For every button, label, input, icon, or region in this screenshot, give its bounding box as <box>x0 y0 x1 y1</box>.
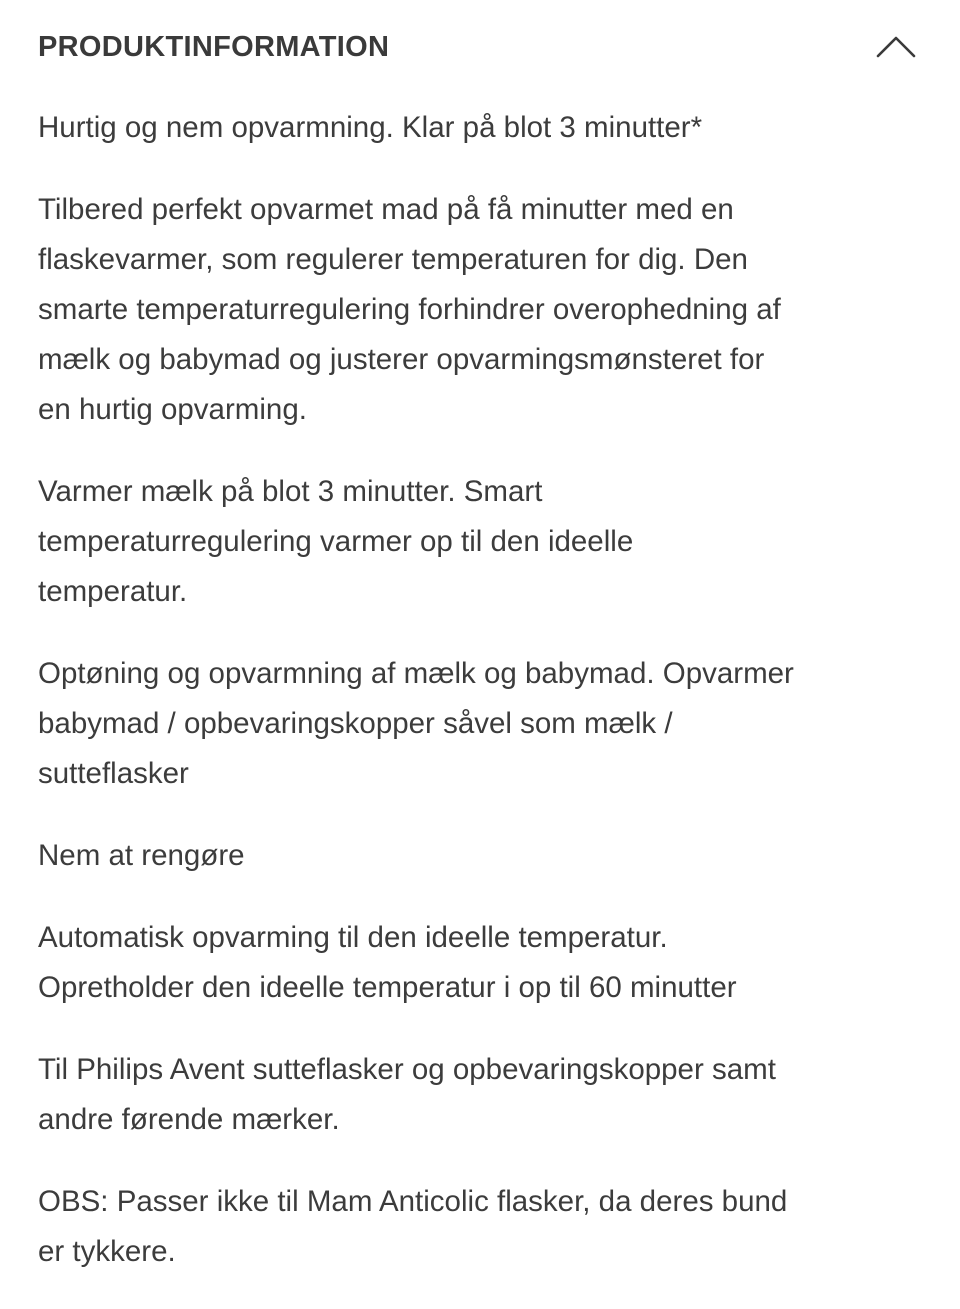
chevron-up-icon[interactable] <box>876 32 916 62</box>
chevron-up-icon-svg <box>876 34 916 60</box>
paragraph-automatic-heating: Automatisk opvarming til den ideelle temperatur. Opretholder den ideelle temperatur i op til 60 minutter <box>38 921 737 1004</box>
product-information-body <box>38 103 928 1309</box>
section-title: PRODUKTINFORMATION <box>38 30 390 63</box>
paragraph-easy-clean: Nem at rengøre <box>38 839 245 872</box>
paragraph-quick-heating: Hurtig og nem opvarmning. Klar på blot 3 minutter* <box>38 111 703 144</box>
paragraph-compatibility: Til Philips Avent sutteflasker og opbevaringskopper samt andre førende mærker. <box>38 1053 776 1136</box>
paragraph-defrosting: Optøning og opvarmning af mælk og babymad. Opvarmer babymad / opbevaringskopper såvel som mælk / sutteflasker <box>38 657 794 790</box>
paragraph-heats-milk: Varmer mælk på blot 3 minutter. Smart temperaturregulering varmer op til den ideelle temperatur. <box>38 475 634 608</box>
paragraph-perfect-heating: Tilbered perfekt opvarmet mad på få minutter med en flaskevarmer, som regulerer temperaturen for dig. Den smarte temperaturregulering forhindrer overophedning af mælk og babymad og justerer opvarmingsmønsteret for en hurtig opvarming. <box>38 193 781 426</box>
paragraph-note: OBS: Passer ikke til Mam Anticolic flasker, da deres bund er tykkere. <box>38 1185 788 1268</box>
product-information-header[interactable] <box>38 22 922 72</box>
